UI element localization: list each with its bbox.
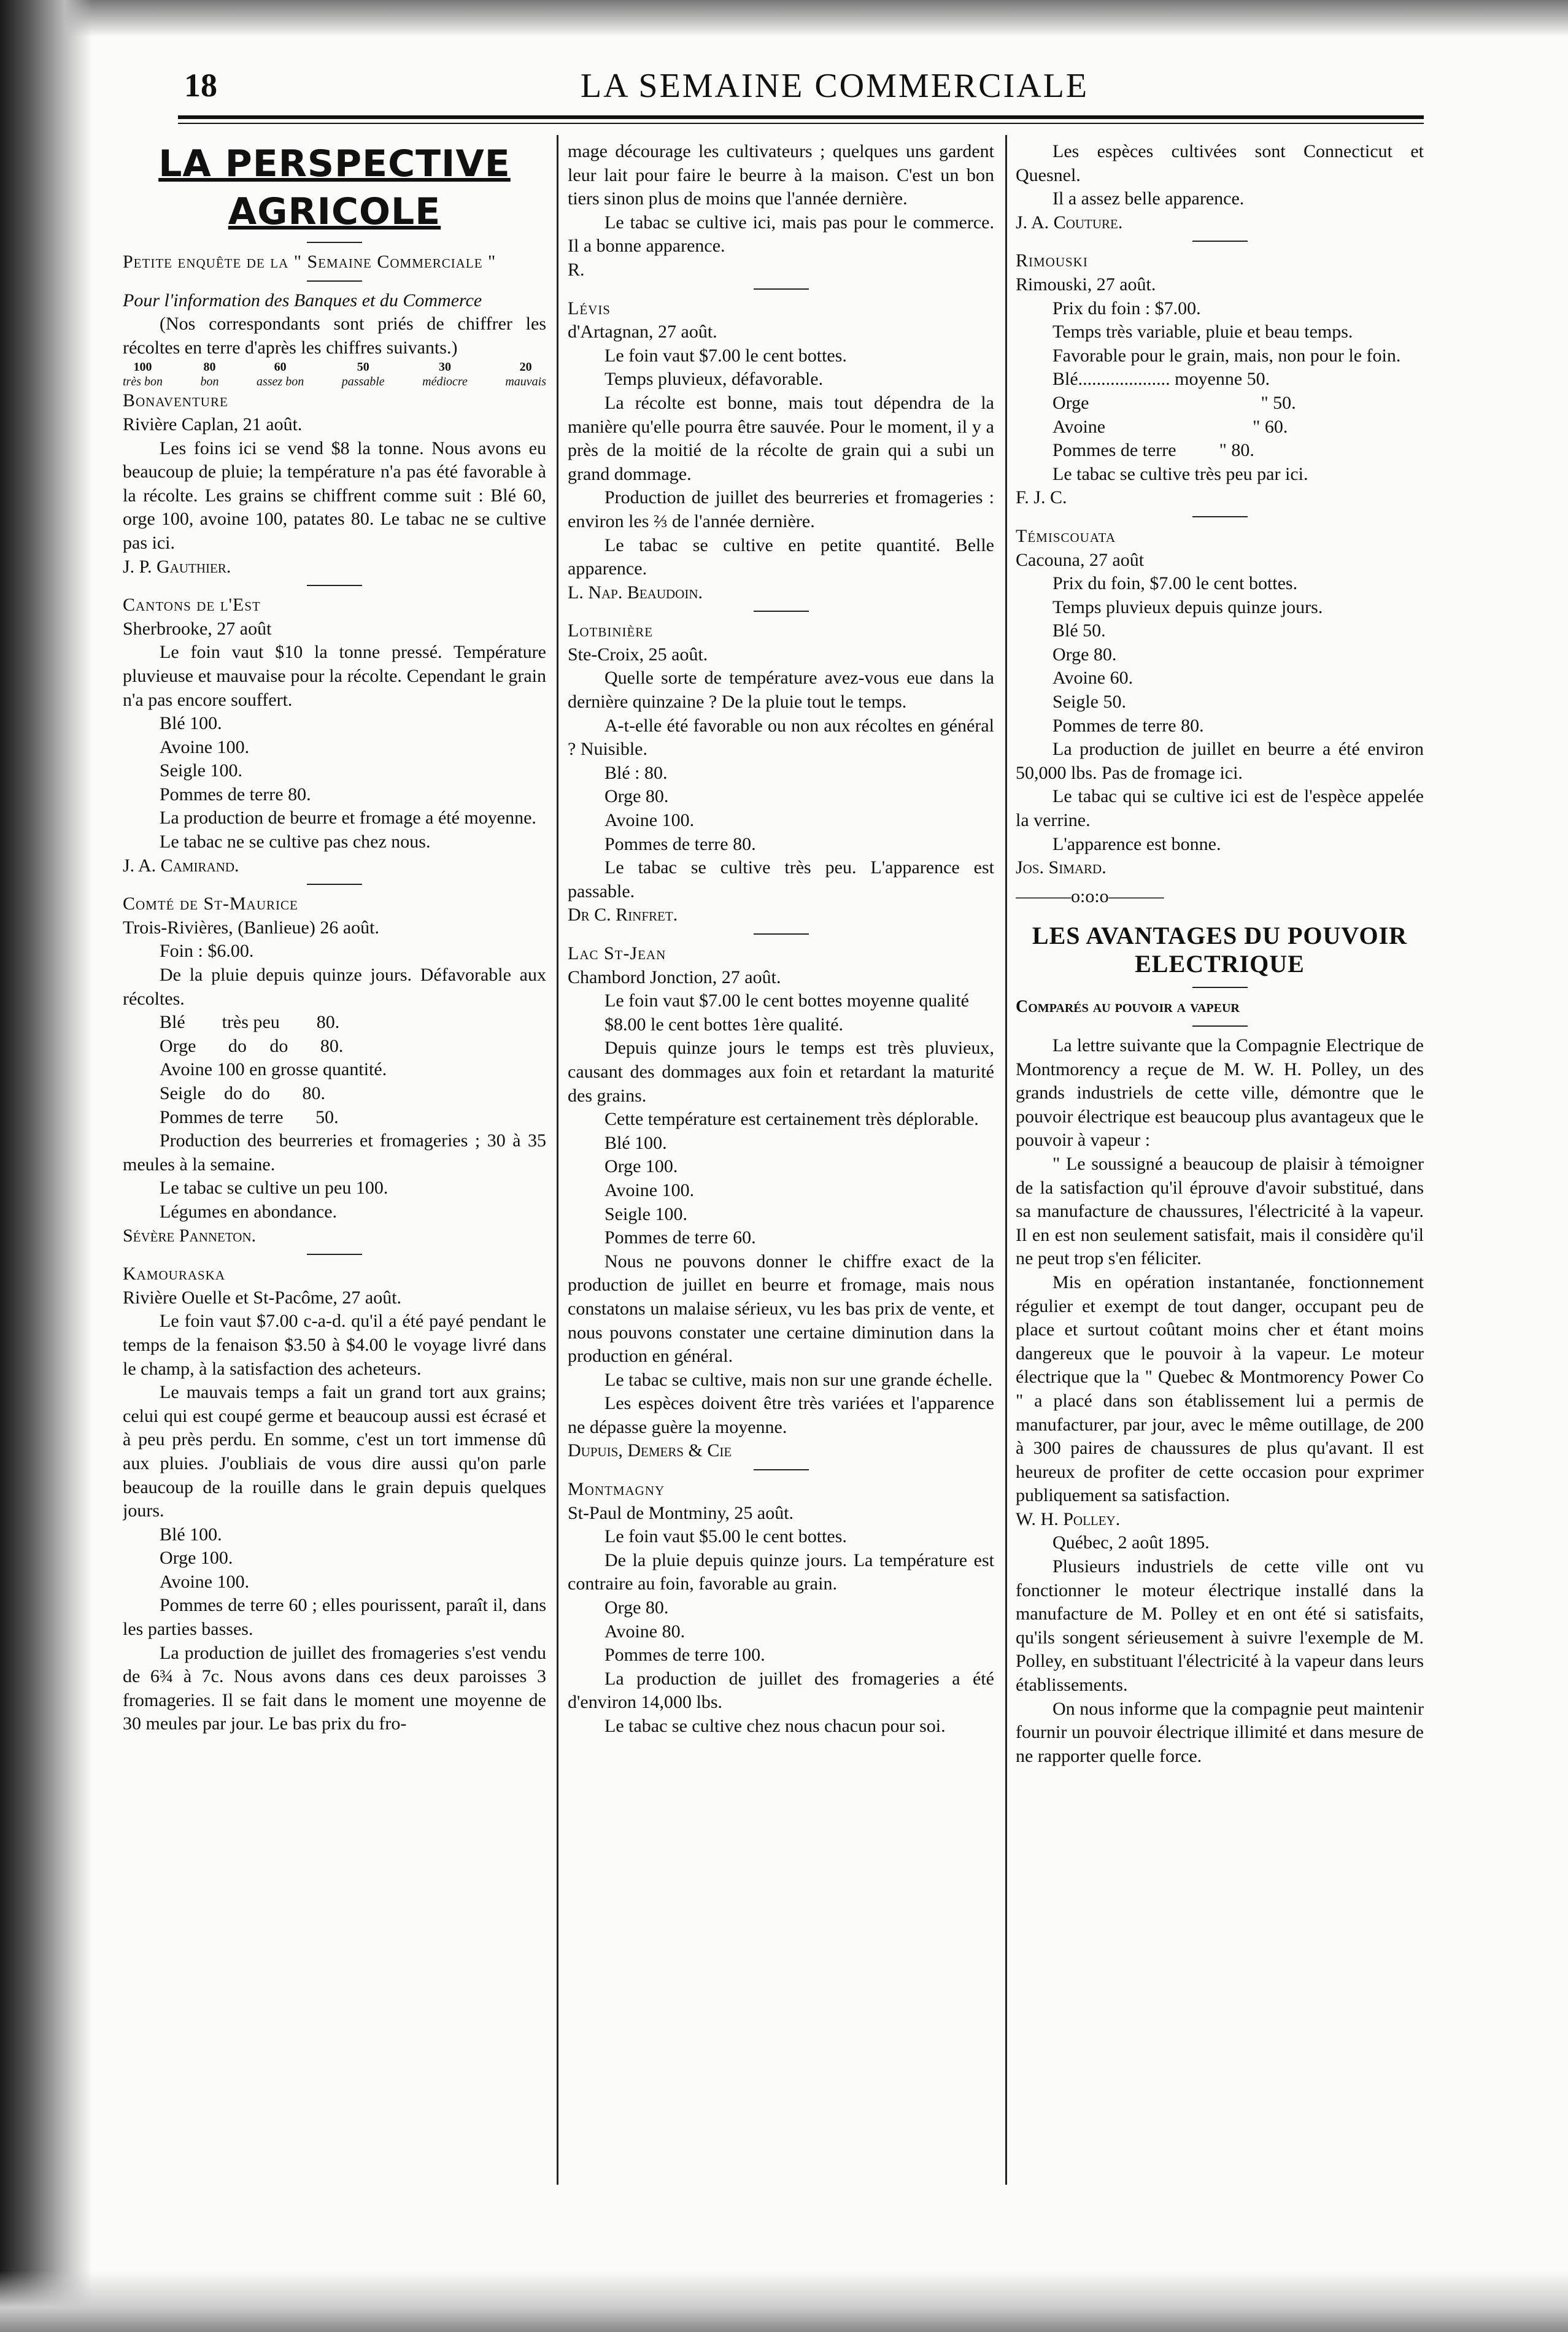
place-heading: Rimouski — [1016, 250, 1088, 271]
dateline: Trois-Rivières, (Banlieue) 26 août. — [123, 917, 379, 938]
report-body: Le mauvais temps a fait un grand tort aux grains; celui qui est coupé germe et beaucoup aussi est écrasé et à peu près perdu. En somme, c'est un tort immense dû aux pluies. J'oubliais de vous dire aussi qu'on parle beaucoup de la rouille dans le grain depuis quelques jours. — [123, 1382, 546, 1521]
signature: R. — [568, 259, 585, 280]
report-body: Production de juillet des beurreries et fromageries : environ les ⅔ de l'année dernière. — [568, 487, 994, 531]
dateline: Rivière Ouelle et St-Pacôme, 27 août. — [123, 1287, 402, 1308]
report-body: Prix du foin, $7.00 le cent bottes. — [1052, 573, 1298, 594]
report-body: Temps pluvieux depuis quinze jours. — [1052, 597, 1323, 617]
signature: Sévère Panneton. — [123, 1225, 257, 1246]
report-item: Avoine 100. — [604, 1180, 695, 1200]
divider — [307, 1254, 362, 1255]
report-item: Seigle 100. — [160, 760, 242, 781]
report-line: Légumes en abondance. — [160, 1201, 338, 1222]
report-body: Temps très variable, pluie et beau temps. — [1052, 322, 1353, 342]
signature: Dr C. Rinfret. — [568, 905, 678, 925]
signature: F. J. C. — [1016, 487, 1067, 508]
report-body: Le tabac se cultive, mais non sur une grande échelle. — [604, 1369, 993, 1390]
report-item: Pommes de terre " 80. — [1052, 440, 1254, 461]
scale-item: 60 assez bon — [256, 360, 304, 389]
report-body: Le foin vaut $10 la tonne pressé. Température pluvieuse et mauvaise pour la récolte. Cependant le grain n'a pas encore souffert. — [123, 642, 546, 710]
dateline: Québec, 2 août 1895. — [1052, 1532, 1210, 1553]
report-body: Temps pluvieux, défavorable. — [604, 369, 824, 390]
report-item: Avoine " 60. — [1052, 416, 1288, 437]
report-item: Orge 80. — [604, 1597, 669, 1618]
article-paragraph: Mis en opération instantanée, fonctionnement régulier et exempt de tout danger, occupant peu de place et surtout coûtant moins cher et étant moins dangereux que le pouvoir à la vapeur. Le moteur électrique que la " Quebec & Montmorency Power Co " a placé dans son établissement lui a permis de manufacturer, par jour, avec le même outillage, de 200 à 300 paires de chaussures de plus qu'avant. Il est heureux de profiter de cette occasion pour exprimer publiquement sa satisfaction. — [1016, 1272, 1424, 1506]
report-item: Avoine 60. — [1052, 668, 1134, 689]
dateline: Cacouna, 27 août — [1016, 549, 1145, 570]
report-line: Le tabac se cultive un peu 100. — [160, 1178, 388, 1199]
signature: W. H. Polley. — [1016, 1508, 1121, 1529]
report-body: Le tabac se cultive en petite quantité. Belle apparence. — [568, 535, 994, 579]
article-paragraph: On nous informe que la compagnie peut maintenir fournir un pouvoir électrique illimité et dans mesure de ne rapporter quelle force. — [1016, 1698, 1424, 1766]
report-item: Avoine 100. — [160, 736, 250, 757]
report-item: Orge 100. — [604, 1156, 678, 1177]
report-item: Blé 100. — [160, 713, 222, 734]
report-item: Orge " 50. — [1052, 392, 1296, 413]
report-item: Orge 80. — [1052, 644, 1117, 665]
report-line: Seigle do do 80. — [160, 1083, 325, 1103]
report-item: Avoine 100. — [160, 1571, 250, 1592]
place-heading: Lotbinière — [568, 620, 654, 641]
scan-edge-left — [0, 0, 92, 2332]
divider — [754, 933, 809, 935]
dateline: St-Paul de Montminy, 25 août. — [568, 1502, 794, 1523]
report-item: Blé 100. — [604, 1132, 667, 1153]
report-item: Avoine 100. — [604, 810, 695, 831]
rating-scale — [123, 360, 546, 389]
report-body: Pommes de terre 60 ; elles pourissent, paraît il, dans les parties basses. — [123, 1595, 546, 1640]
report-body: Cette température est certainement très déplorable. — [604, 1109, 979, 1130]
report-line: Production des beurreries et fromageries ; 30 à 35 meules à la semaine. — [123, 1130, 546, 1175]
place-heading: Témiscouata — [1016, 525, 1116, 546]
report-item: Pommes de terre 80. — [160, 784, 311, 805]
scan-edge-top — [0, 0, 1568, 37]
report-line: Blé très peu 80. — [160, 1012, 340, 1033]
place-heading: Bonaventure — [123, 390, 228, 411]
signature: L. Nap. Beaudoin. — [568, 582, 703, 603]
report-body: L'apparence est bonne. — [1052, 833, 1221, 854]
report-item: Pommes de terre 100. — [604, 1645, 765, 1666]
signature: Jos. Simard. — [1016, 857, 1106, 878]
divider — [1192, 516, 1248, 517]
report-item: Orge 80. — [604, 786, 669, 807]
report-body: La production de juillet des fromageries s'est vendu de 6¾ à 7c. Nous avons dans ces deux paroisses 3 fromageries. Il se fait dans le moment une moyenne de 30 meules par jour. Le bas prix du fro- — [123, 1642, 546, 1734]
place-heading: Comté de St-Maurice — [123, 894, 298, 914]
dateline: Rivière Caplan, 21 août. — [123, 414, 303, 434]
report-line: Pommes de terre 50. — [160, 1106, 339, 1127]
divider — [754, 611, 809, 612]
report-body: Le foin vaut $7.00 c-a-d. qu'il a été payé pendant le temps de la fenaison $3.50 à $4.00 le voyage livré dans le champ, à la satisfaction des acheteurs. — [123, 1311, 546, 1379]
column-1 — [123, 140, 546, 2190]
report-line: Orge do do 80. — [160, 1035, 344, 1056]
signature: J. P. Gauthier. — [123, 556, 231, 577]
divider — [307, 280, 362, 282]
report-item: Seigle 50. — [1052, 692, 1126, 712]
divider — [754, 288, 809, 290]
signature: J. A. Camirand. — [123, 855, 239, 876]
article-title: LES AVANTAGES DU POUVOIR ELECTRIQUE — [1032, 922, 1408, 978]
report-item: Blé.................... moyenne 50. — [1052, 369, 1270, 390]
place-heading: Montmagny — [568, 1479, 665, 1500]
place-heading: Kamouraska — [123, 1264, 226, 1284]
signature: J. A. Couture. — [1016, 212, 1123, 233]
divider — [754, 1469, 809, 1470]
report-item: Pommes de terre 60. — [604, 1227, 756, 1248]
dateline: Chambord Jonction, 27 août. — [568, 967, 781, 987]
report-body: De la pluie depuis quinze jours. La température est contraire au foin, favorable au grain. — [568, 1550, 994, 1594]
divider — [307, 242, 362, 243]
ornament: ———o:o:o——— — [1016, 886, 1164, 906]
place-heading: Lac St-Jean — [568, 943, 666, 963]
report-body: Le tabac se cultive très peu. L'apparence est passable. — [568, 857, 994, 902]
report-body: Le tabac qui se cultive ici est de l'espèce appelée la verrine. — [1016, 786, 1424, 831]
header-rule-thick — [178, 115, 1424, 119]
report-body: Les espèces cultivées sont Connecticut et Quesnel. — [1016, 141, 1424, 185]
report-body: Favorable pour le grain, mais, non pour le foin. — [1052, 345, 1401, 366]
report-body: Quelle sorte de température avez-vous eue dans la dernière quinzaine ? De la pluie tout le temps. — [568, 668, 994, 712]
place-heading: Lévis — [568, 298, 611, 319]
divider — [1192, 1025, 1248, 1027]
report-body: Le tabac se cultive très peu par ici. — [1052, 463, 1308, 484]
section-for-line: Pour l'information des Banques et du Commerce — [123, 290, 482, 311]
report-line: De la pluie depuis quinze jours. Défavorable aux récoltes. — [123, 965, 546, 1009]
section-intro: (Nos correspondants sont priés de chiffrer les récoltes en terre d'après les chiffres suivants.) — [123, 314, 546, 358]
scale-item: 20 mauvais — [505, 360, 546, 389]
report-body: Le tabac ne se cultive pas chez nous. — [160, 832, 431, 852]
section-subtitle: Petite enquête de la " Semaine Commerciale " — [123, 252, 496, 272]
report-body: La production de beurre et fromage a été moyenne. — [160, 808, 536, 828]
report-body: Le tabac se cultive ici, mais pas pour le commerce. Il a bonne apparence. — [568, 212, 994, 257]
report-item: Seigle 100. — [604, 1203, 687, 1224]
dateline: Sherbrooke, 27 août — [123, 618, 272, 639]
report-body: Le foin vaut $7.00 le cent bottes moyenne qualité — [604, 990, 969, 1011]
scale-item: 50 passable — [341, 360, 385, 389]
report-item: Blé 100. — [160, 1524, 222, 1545]
report-item: Orge 100. — [160, 1548, 233, 1569]
report-body: A-t-elle été favorable ou non aux récoltes en général ? Nuisible. — [568, 715, 994, 760]
report-body: $8.00 le cent bottes 1ère qualité. — [604, 1014, 844, 1035]
report-body: Les espèces doivent être très variées et l'apparence ne dépasse guère la moyenne. — [568, 1393, 994, 1437]
column-2 — [568, 140, 994, 2190]
report-body: Prix du foin : $7.00. — [1052, 298, 1201, 319]
divider — [1192, 241, 1248, 242]
report-item: Pommes de terre 80. — [604, 833, 756, 854]
dateline: d'Artagnan, 27 août. — [568, 322, 717, 342]
report-body: mage décourage les cultivateurs ; quelques uns gardent leur lait pour faire le beurre à la maison. C'est un bon tiers sinon plus de moins que l'année dernière. — [568, 141, 994, 209]
header-rule-thin — [178, 123, 1424, 124]
scale-item: 80 bon — [200, 360, 219, 389]
column-3 — [1016, 140, 1424, 2190]
place-heading: Cantons de l'Est — [123, 595, 261, 616]
scan-edge-bottom — [0, 2271, 1568, 2332]
article-paragraph: " Le soussigné a beaucoup de plaisir à témoigner de la satisfaction qu'il éprouve d'avoir substitué, dans sa manufacture de chaussures, l'électricité à la vapeur. Il en est non seulement satisfait, mais il considère qu'il ne peut trop s'en féliciter. — [1016, 1153, 1424, 1269]
running-title: LA SEMAINE COMMERCIALE — [580, 67, 1089, 105]
report-body: La production de juillet des fromageries a été d'environ 14,000 lbs. — [568, 1668, 994, 1713]
divider — [307, 884, 362, 885]
signature: Dupuis, Demers & Cie — [568, 1440, 732, 1461]
report-body: La production de juillet en beurre a été environ 50,000 lbs. Pas de fromage ici. — [1016, 739, 1424, 783]
article-paragraph: Plusieurs industriels de cette ville ont vu fonctionner le moteur électrique installé dans la manufacture de M. Polley et en ont été si satisfaits, qu'ils songent sérieusement à suivre l'exemple de M. Polley, en substituant l'électricité à la vapeur dans leurs établissements. — [1016, 1556, 1424, 1696]
report-line: Avoine 100 en grosse quantité. — [160, 1059, 387, 1080]
divider — [307, 585, 362, 586]
section-title: LA PERSPECTIVE AGRICOLE — [158, 142, 511, 233]
scale-item: 30 médiocre — [422, 360, 468, 389]
report-item: Avoine 80. — [604, 1621, 686, 1642]
report-item: Blé : 80. — [604, 762, 668, 783]
report-item: Pommes de terre 80. — [1052, 715, 1204, 736]
column-rule-1 — [557, 135, 558, 2185]
divider — [1192, 987, 1248, 988]
report-item: Blé 50. — [1052, 620, 1106, 641]
report-body: Le foin vaut $7.00 le cent bottes. — [604, 345, 847, 366]
dateline: Ste-Croix, 25 août. — [568, 644, 708, 665]
report-body: Il a assez belle apparence. — [1052, 188, 1245, 209]
report-body: La récolte est bonne, mais tout dépendra de la manière qu'elle pourra être sauvée. Pour le moment, il y a près de la moitié de la récolte de grain qui a subi un grand dommage. — [568, 392, 994, 484]
scale-item: 100 très bon — [123, 360, 163, 389]
report-body: Nous ne pouvons donner le chiffre exact de la production de juillet en beurre et fromage, mais nous constatons un malaise sérieux, vu les bas prix de vente, et nous pouvons constater une certaine diminution dans la production en général. — [568, 1251, 994, 1367]
article-paragraph: La lettre suivante que la Compagnie Electrique de Montmorency a reçue de M. W. H. Polley, un des grands industriels de cette ville, démontre que le pouvoir électrique est beaucoup plus avantageux que le pouvoir à vapeur : — [1016, 1035, 1424, 1151]
article-subtitle: Comparés au pouvoir a vapeur — [1016, 997, 1240, 1017]
report-body: Depuis quinze jours le temps est très pluvieux, causant des dommages aux foin et retardant la maturité des grains. — [568, 1038, 994, 1106]
page-number: 18 — [184, 67, 217, 104]
dateline: Rimouski, 27 août. — [1016, 274, 1156, 295]
column-rule-2 — [1005, 135, 1007, 2185]
report-body: Le tabac se cultive chez nous chacun pour soi. — [604, 1716, 946, 1736]
report-line: Foin : $6.00. — [160, 941, 254, 962]
report-body: Le foin vaut $5.00 le cent bottes. — [604, 1526, 847, 1547]
report-body: Les foins ici se vend $8 la tonne. Nous avons eu beaucoup de pluie; la température n'a pas été favorable à la récolte. Les grains se chiffrent comme suit : Blé 60, orge 100, avoine 100, patates 80. Le tabac ne se cultive pas ici. — [123, 438, 546, 553]
